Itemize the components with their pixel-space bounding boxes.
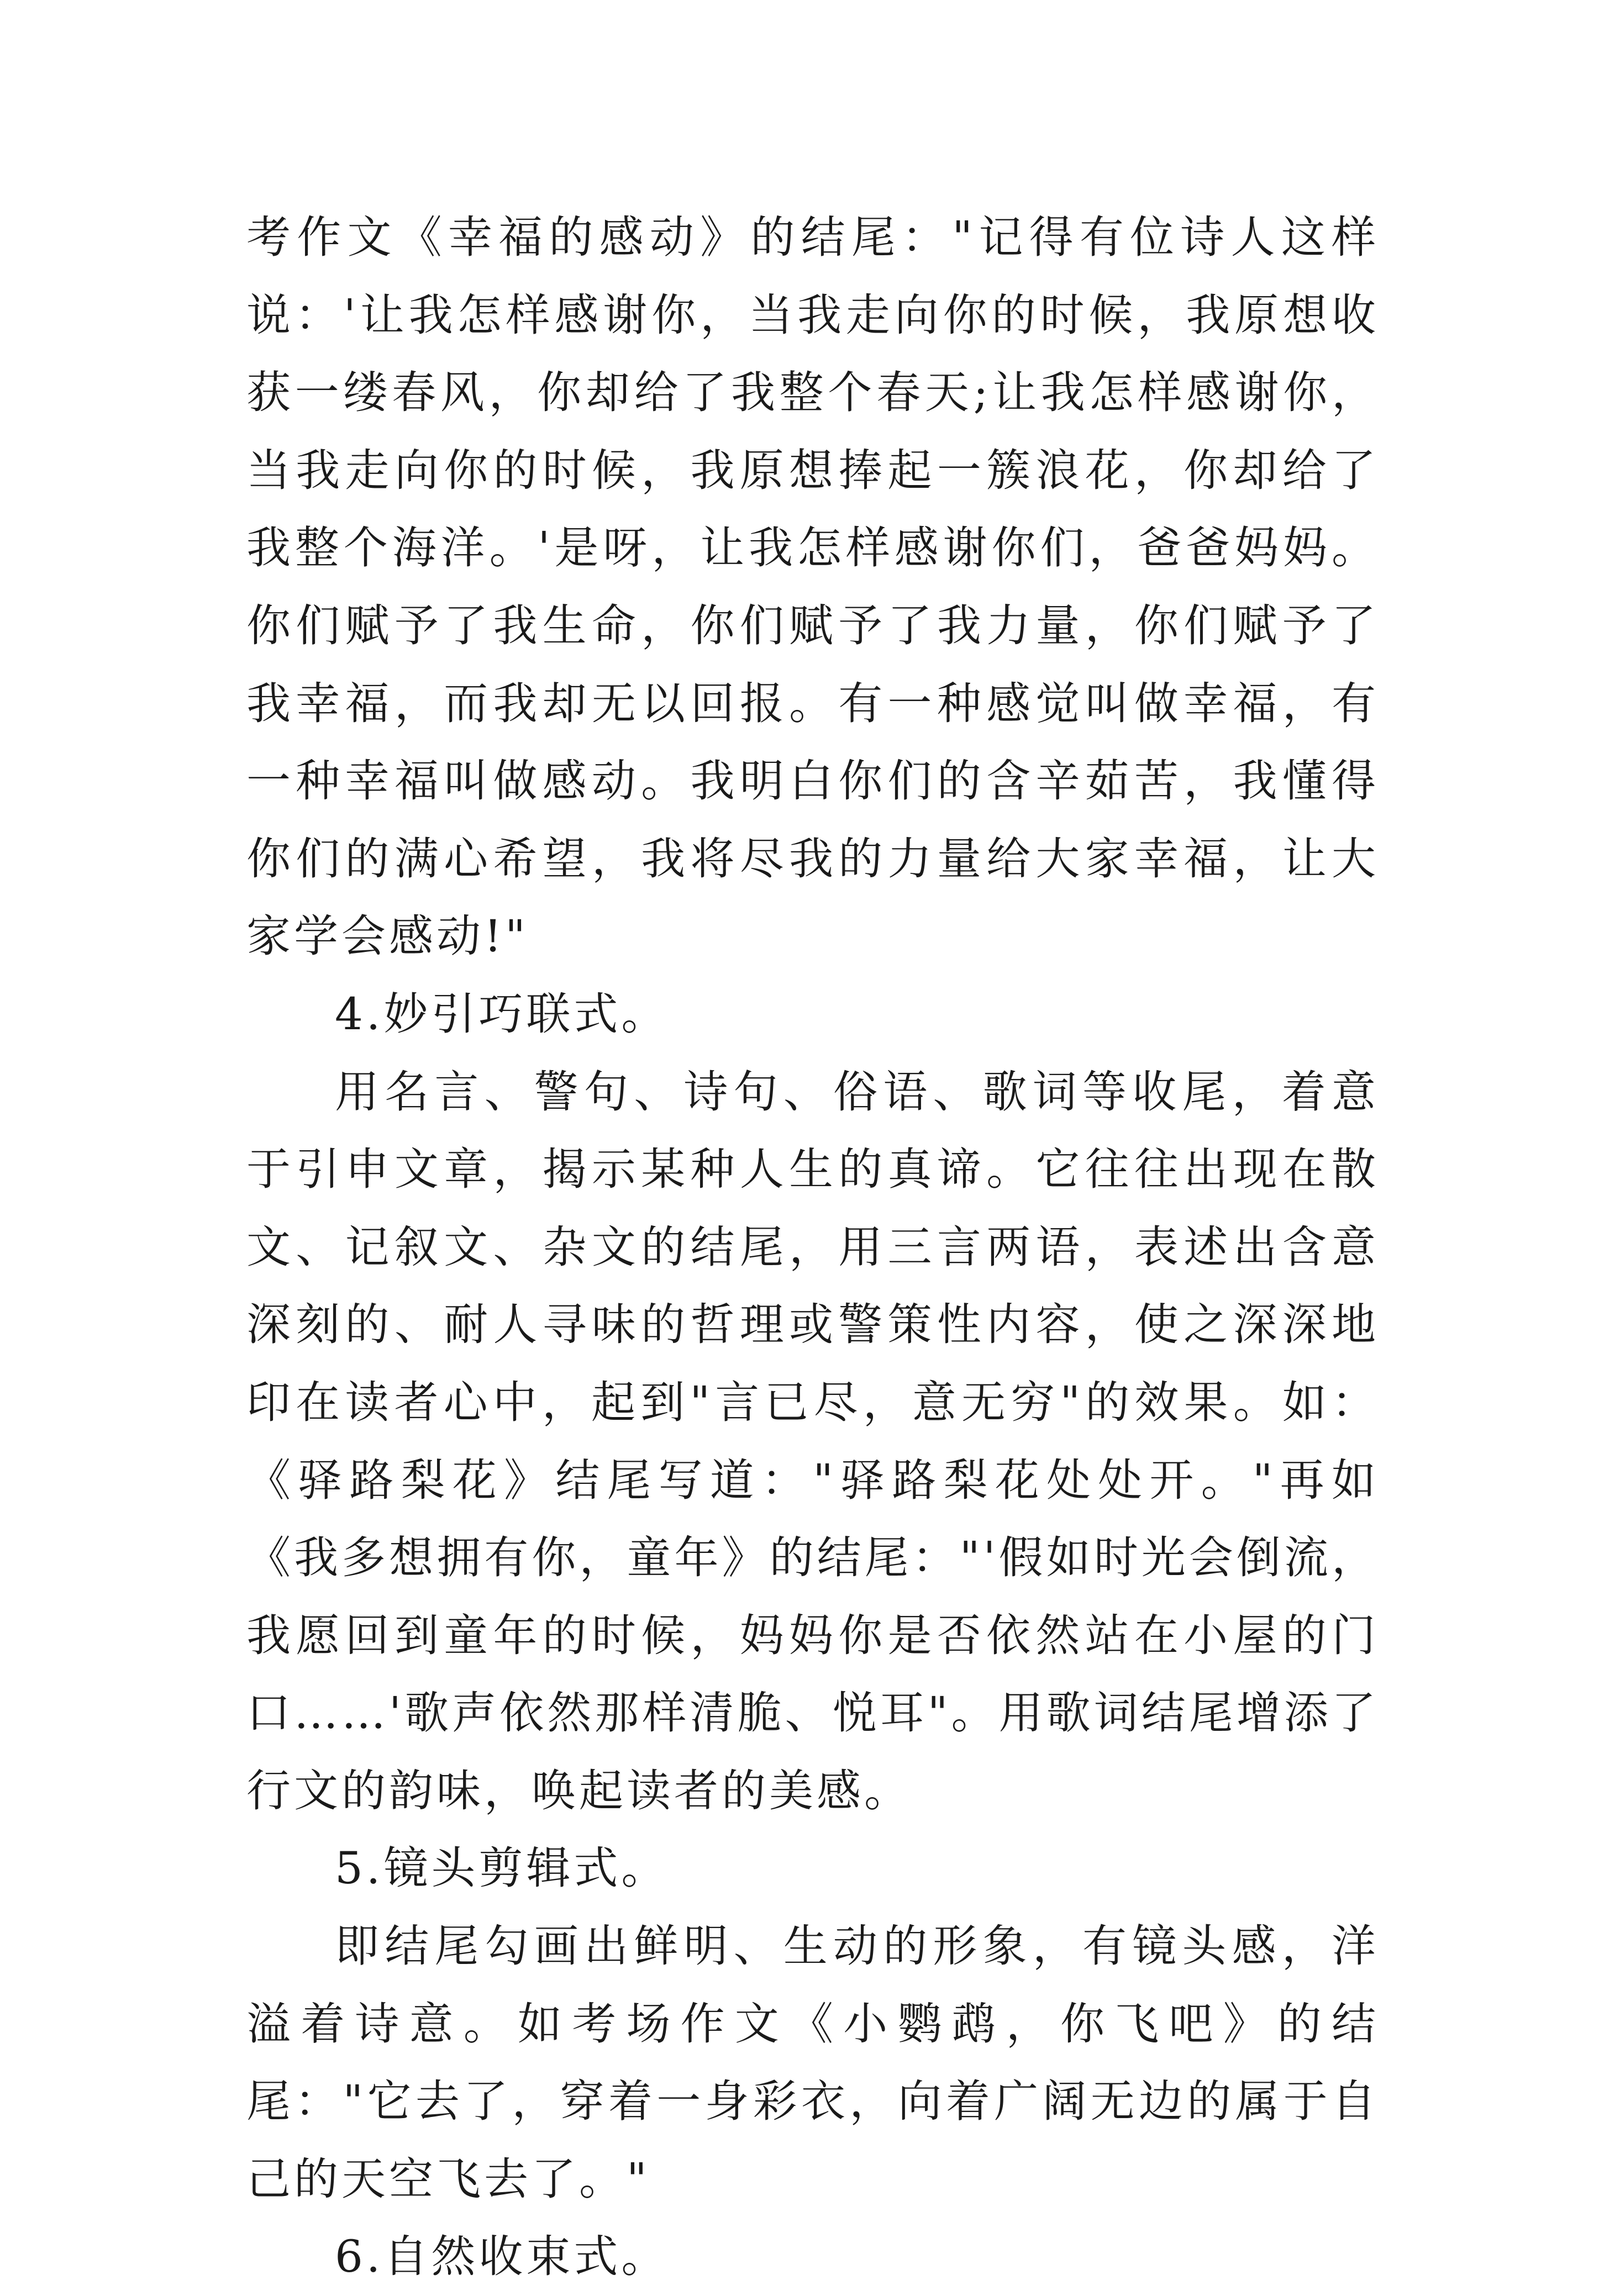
document-body: [246, 199, 1379, 2296]
section-heading-6: 6.自然收束式。: [335, 2231, 669, 2283]
paragraph-section-4: 用名言、警句、诗句、俗语、歌词等收尾，着意于引申文章，揭示某种人生的真谛。它往往出现在散文、记叙文、杂文的结尾，用三言两语，表述出含意深刻的、耐人寻味的哲理或警策性内容，使之深深地印在读者心中，起到"言已尽，意无穷"的效果。如：《驿路梨花》结尾写道："驿路梨花处处开。"再如《我多想拥有你，童年》的结尾："'假如时光会倒流，我愿回到童年的时候，妈妈你是否依然站在小屋的门口……'歌声依然那样清脆、悦耳"。用歌词结尾增添了行文的韵味，唤起读者的美感。: [246, 1066, 1379, 1816]
paragraph-section-5: 即结尾勾画出鲜明、生动的形象，有镜头感，洋溢着诗意。如考场作文《小鹦鹉，你飞吧》的结尾："它去了，穿着一身彩衣，向着广阔无边的属于自己的天空飞去了。": [246, 1920, 1379, 2205]
paragraph-continuation: 考作文《幸福的感动》的结尾："记得有位诗人这样说：'让我怎样感谢你，当我走向你的时候，我原想收获一缕春风，你却给了我整个春天;让我怎样感谢你，当我走向你的时候，我原想捧起一簇浪花，你却给了我整个海洋。'是呀，让我怎样感谢你们，爸爸妈妈。你们赋予了我生命，你们赋予了我力量，你们赋予了我幸福，而我却无以回报。有一种感觉叫做幸福，有一种幸福叫做感动。我明白你们的含辛茹苦，我懂得你们的满心希望，我将尽我的力量给大家幸福，让大家学会感动!": [246, 212, 1379, 962]
section-heading-4: 4.妙引巧联式。: [335, 988, 669, 1040]
section-heading-5: 5.镜头剪辑式。: [335, 1842, 669, 1894]
